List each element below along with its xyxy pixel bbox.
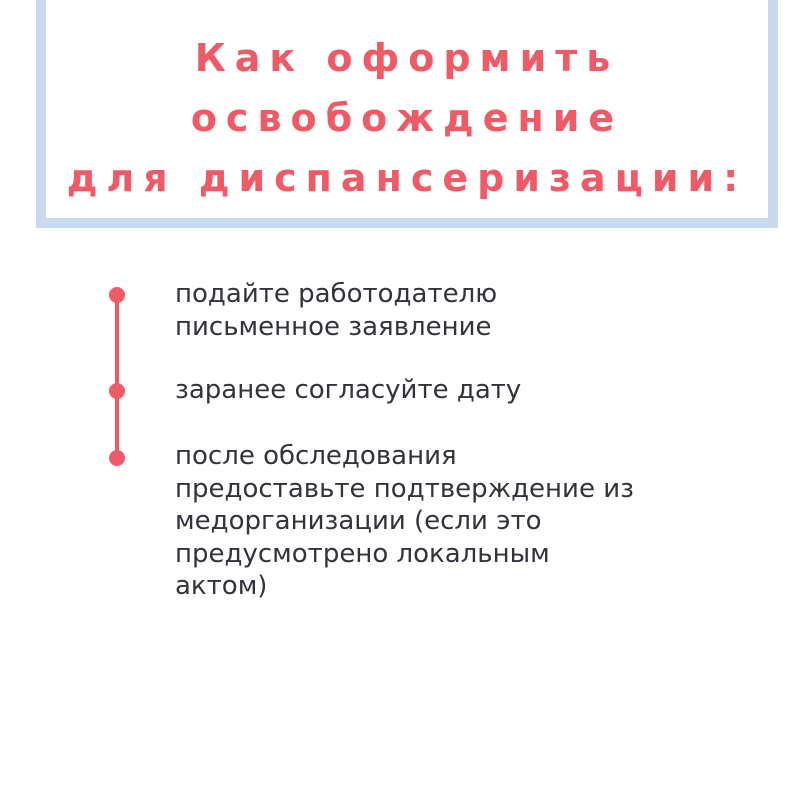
step-item [175, 440, 735, 603]
title-line: Как оформить [194, 36, 620, 80]
timeline-dot [109, 287, 125, 303]
step-line: актом) [175, 571, 268, 601]
step-line: письменное заявление [175, 311, 492, 342]
title-line: для диспансеризации: [66, 156, 748, 200]
step-line: предоставьте подтверждение из [175, 473, 634, 504]
step-line: подайте работодателю [175, 279, 498, 309]
step-line: медорганизации (если это [175, 506, 542, 536]
step-line: после обследования [175, 441, 457, 471]
timeline-connector [115, 295, 119, 458]
step-item [175, 374, 735, 407]
timeline-dot [109, 450, 125, 466]
title-frame [36, 0, 778, 228]
step-item [175, 278, 735, 343]
title-line: освобождение [190, 96, 624, 140]
timeline-dot [109, 383, 125, 399]
page-title [46, 28, 768, 208]
step-line: предусмотрено локальным [175, 538, 550, 569]
step-line: заранее согласуйте дату [175, 375, 522, 405]
